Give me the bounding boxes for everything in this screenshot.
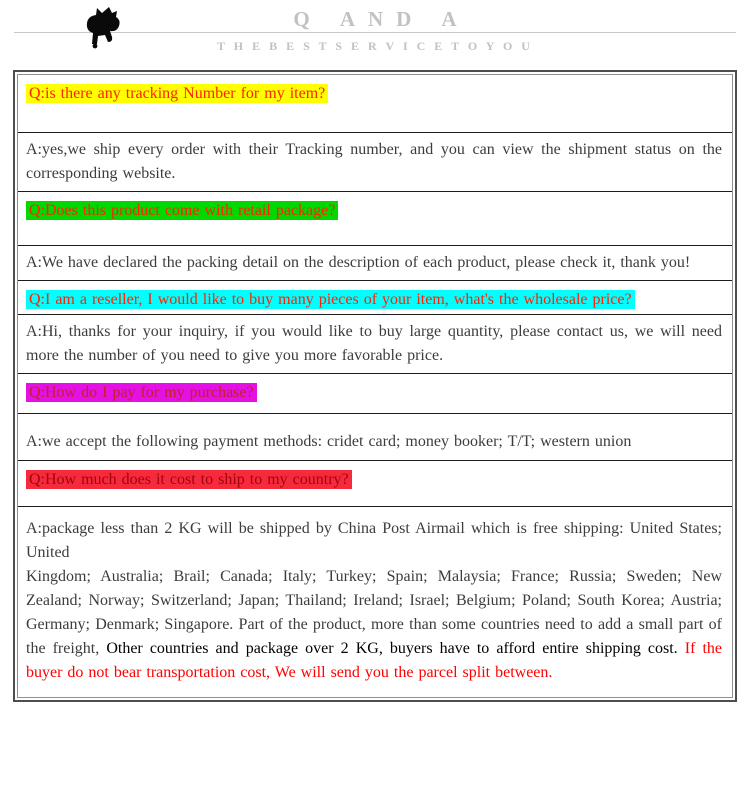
- answer-row: [18, 506, 732, 697]
- answer-row: [18, 413, 732, 460]
- question-row: [18, 373, 732, 413]
- question-text: [26, 468, 722, 492]
- page-subtitle: T H E B E S T S E R V I C E T O Y O U: [217, 39, 533, 53]
- question-highlight: Q:How do I pay for my purchase?: [26, 383, 257, 402]
- answer-text-span: A:Hi, thanks for your inquiry, if you would like to buy large quantity, please contact us, we will need more the number of you need to give you more favorable price.: [26, 323, 722, 364]
- page-title: Q AND A: [293, 7, 470, 31]
- answer-text: [26, 517, 722, 685]
- qa-table: [17, 74, 733, 698]
- question-row: [18, 75, 732, 132]
- answer-text: [26, 138, 722, 186]
- qa-table-frame: [13, 70, 737, 702]
- answer-text-segment: Other countries and package over 2 KG, buyers have to afford entire shipping cost.: [106, 640, 685, 657]
- answer-text-span: A:yes,we ship every order with their Tracking number, and you can view the shipment status on the corresponding website.: [26, 141, 722, 182]
- question-text: [26, 381, 722, 405]
- question-highlight: Q:is there any tracking Number for my item?: [26, 84, 328, 103]
- answer-text-segment: A:package less than 2 KG will be shipped by China Post Airmail which is free shipping: United States; United: [26, 520, 722, 561]
- answer-text-span: A:We have declared the packing detail on the description of each product, please check it, thank you!: [26, 254, 691, 271]
- answer-text: [26, 430, 722, 454]
- answer-row: [18, 132, 732, 191]
- answer-text-segment: Kingdom; Australia; Brail; Canada; Italy; Turkey; Spain; Malaysia; France; Russia; Sweden; New Zealand; Norway; Switzerland; Japan; Thailand; Ireland; Israel; Belgium; Poland; South Korea; Austria; Germany; Denmark; Singapore. Part of the product, more than some countries need to add a small part of the freight,: [26, 568, 722, 657]
- question-text: [26, 82, 722, 106]
- question-text: [26, 199, 722, 223]
- answer-text-segment: If the buyer do not bear transportation cost, We will send you the parcel split between.: [26, 640, 722, 681]
- answer-row: [18, 245, 732, 280]
- question-highlight: Q:Does this product come with retail package?: [26, 201, 338, 220]
- question-row: [18, 280, 732, 314]
- answer-text-span: A:we accept the following payment methods: cridet card; money booker; T/T; western union: [26, 433, 632, 450]
- question-row: [18, 460, 732, 506]
- page-header: [0, 0, 750, 64]
- answer-text: [26, 320, 722, 368]
- answer-row: [18, 314, 732, 373]
- question-highlight: Q:How much does it cost to ship to my country?: [26, 470, 352, 489]
- question-highlight: Q:I am a reseller, I would like to buy many pieces of your item, what's the wholesale price?: [26, 290, 635, 309]
- question-text: [26, 288, 722, 312]
- question-row: [18, 191, 732, 245]
- answer-text: [26, 251, 722, 275]
- cat-logo-icon: [82, 4, 126, 50]
